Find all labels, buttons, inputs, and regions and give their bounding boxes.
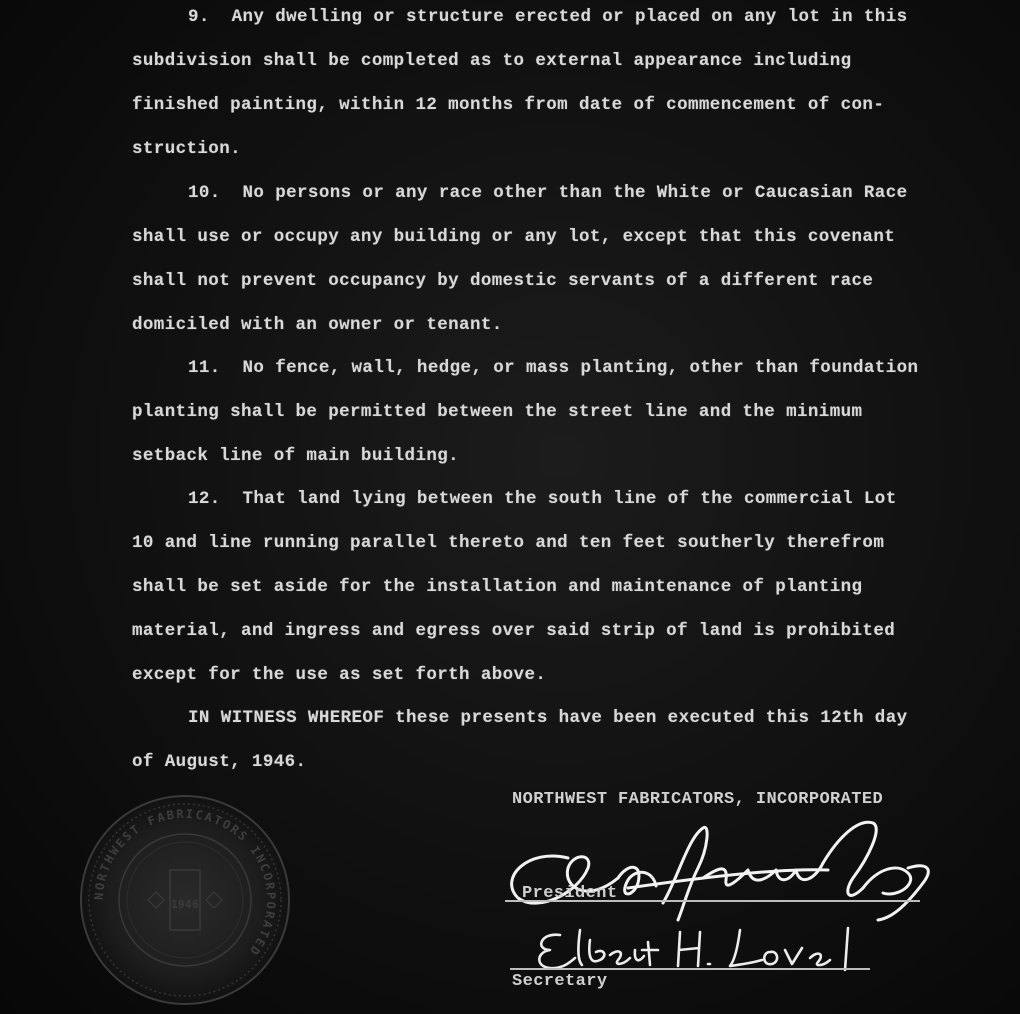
president-signature xyxy=(478,808,948,928)
paragraph-12-line-1: 12. That land lying between the south line of the commercial Lot xyxy=(188,489,897,509)
paragraph-9-line-1: 9. Any dwelling or structure erected or placed on any lot in this xyxy=(188,7,908,27)
paragraph-10-line-1: 10. No persons or any race other than the White or Caucasian Race xyxy=(188,183,908,203)
president-label: President xyxy=(522,884,618,903)
paragraph-9-line-3: finished painting, within 12 months from date of commencement of con- xyxy=(132,95,885,115)
paragraph-11-line-2: planting shall be permitted between the street line and the minimum xyxy=(132,402,863,422)
paragraph-12-line-5: except for the use as set forth above. xyxy=(132,665,547,685)
paragraph-12-line-2: 10 and line running parallel thereto and ten feet southerly therefrom xyxy=(132,533,885,553)
seal-text: NORTHWEST FABRICATORS INCORPORATED xyxy=(91,806,279,959)
paragraph-10-line-3: shall not prevent occupancy by domestic servants of a different race xyxy=(132,271,874,291)
witness-line-1: IN WITNESS WHEREOF these presents have been executed this 12th day xyxy=(188,708,908,728)
paragraph-12-line-3: shall be set aside for the installation and maintenance of planting xyxy=(132,577,863,597)
secretary-signature xyxy=(530,920,880,980)
paragraph-9-line-2: subdivision shall be completed as to external appearance including xyxy=(132,51,852,71)
paragraph-9-line-4: struction. xyxy=(132,139,242,159)
paragraph-10-line-2: shall use or occupy any building or any lot, except that this covenant xyxy=(132,227,896,247)
paragraph-11-line-3: setback line of main building. xyxy=(132,446,460,466)
corporate-seal-icon xyxy=(70,790,300,1010)
company-name: NORTHWEST FABRICATORS, INCORPORATED xyxy=(512,790,884,809)
seal-year: 1946 xyxy=(170,898,200,911)
witness-line-2: of August, 1946. xyxy=(132,752,307,772)
paragraph-12-line-4: material, and ingress and egress over said strip of land is prohibited xyxy=(132,621,896,641)
paragraph-11-line-1: 11. No fence, wall, hedge, or mass planting, other than foundation xyxy=(188,358,919,378)
secretary-signature-line xyxy=(510,968,870,970)
secretary-label: Secretary xyxy=(512,972,608,991)
paragraph-10-line-4: domiciled with an owner or tenant. xyxy=(132,315,503,335)
